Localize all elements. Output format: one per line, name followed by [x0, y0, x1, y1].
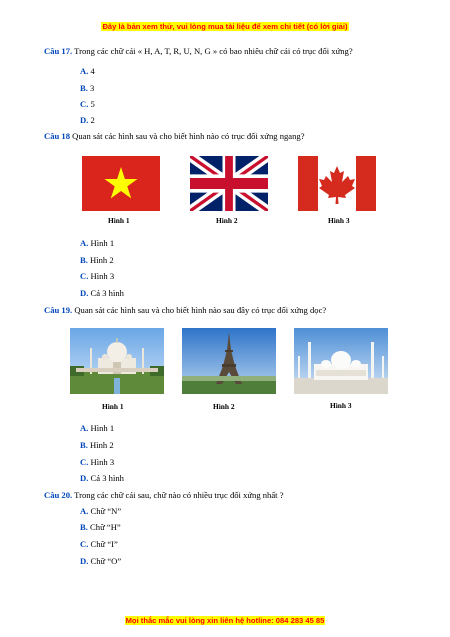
- option-letter: C.: [80, 457, 89, 467]
- option-letter: B.: [80, 255, 88, 265]
- option-letter: C.: [80, 271, 89, 281]
- option-text: Hình 1: [88, 423, 115, 433]
- option-d: [80, 115, 95, 125]
- question-text: Trong các chữ cái « H, A, T, R, U, N, G » có bao nhiêu chữ cái có trục đối xứng?: [72, 46, 353, 56]
- question-19: [44, 305, 326, 316]
- question-text: Trong các chữ cái sau, chữ nào có nhiều trục đối xứng nhất ?: [72, 490, 284, 500]
- option-text: Cả 3 hình: [88, 288, 124, 298]
- option-c: [80, 457, 114, 467]
- option-letter: B.: [80, 83, 88, 93]
- option-text: Cả 3 hình: [88, 473, 124, 483]
- option-text: Chữ “O”: [88, 556, 122, 566]
- image-caption: Hình 2: [213, 402, 235, 411]
- option-text: Hình 2: [87, 255, 114, 265]
- option-b: [80, 255, 114, 265]
- question-text: Quan sát các hình sau và cho biết hình nào có trục đối xứng ngang?: [70, 131, 305, 141]
- question-number: Câu 17.: [44, 46, 73, 56]
- option-letter: D.: [80, 473, 89, 483]
- option-letter: D.: [80, 115, 89, 125]
- mosque-image: [294, 328, 388, 394]
- option-b: [80, 83, 94, 93]
- option-b: [80, 440, 114, 450]
- option-letter: A.: [80, 423, 89, 433]
- option-d: [80, 288, 124, 298]
- option-letter: A.: [80, 66, 89, 76]
- option-letter: D.: [80, 556, 89, 566]
- image-caption: Hình 3: [328, 216, 350, 225]
- image-caption: Hình 3: [330, 401, 352, 410]
- united-kingdom-flag-image: [190, 156, 268, 211]
- vietnam-flag-image: [82, 156, 160, 211]
- option-c: [80, 539, 118, 549]
- question-number: Câu 18: [44, 131, 71, 141]
- question-17: [44, 46, 353, 57]
- hotline-banner: [0, 616, 450, 625]
- question-number: Câu 19.: [44, 305, 73, 315]
- option-d: [80, 556, 121, 566]
- option-a: [80, 423, 114, 433]
- option-letter: C.: [80, 99, 89, 109]
- image-caption: Hình 1: [102, 402, 124, 411]
- option-c: [80, 271, 114, 281]
- option-text: 5: [88, 99, 95, 109]
- option-text: Chữ “N”: [88, 506, 122, 516]
- option-letter: B.: [80, 522, 88, 532]
- question-20: [44, 490, 284, 501]
- eiffel-tower-image: [182, 328, 276, 394]
- image-caption: Hình 2: [216, 216, 238, 225]
- option-b: [80, 522, 121, 532]
- option-letter: C.: [80, 539, 89, 549]
- option-letter: A.: [80, 506, 89, 516]
- option-text: 3: [87, 83, 95, 93]
- option-a: [80, 238, 114, 248]
- preview-banner: [0, 22, 450, 31]
- preview-banner-text: Đây là bản xem thử, vui lòng mua tài liệu để xem chi tiết (có lời giải): [102, 22, 348, 31]
- question-number: Câu 20.: [44, 490, 73, 500]
- option-d: [80, 473, 124, 483]
- option-letter: A.: [80, 238, 89, 248]
- question-18: [44, 131, 305, 142]
- option-text: 2: [88, 115, 95, 125]
- canada-flag-image: [298, 156, 376, 211]
- option-text: Hình 3: [88, 271, 115, 281]
- taj-mahal-image: [70, 328, 164, 394]
- option-letter: B.: [80, 440, 88, 450]
- option-a: [80, 506, 121, 516]
- option-text: 4: [88, 66, 95, 76]
- option-text: Hình 2: [87, 440, 114, 450]
- question-text: Quan sát các hình sau và cho biết hình nào sau đây có trục đối xứng dọc?: [72, 305, 327, 315]
- option-text: Hình 3: [88, 457, 115, 467]
- option-letter: D.: [80, 288, 89, 298]
- option-text: Chữ “I”: [88, 539, 118, 549]
- option-text: Chữ “H”: [87, 522, 121, 532]
- option-a: [80, 66, 95, 76]
- hotline-banner-text: Mọi thắc mắc vui lòng xin liên hệ hotline: 084 283 45 85: [125, 616, 325, 625]
- option-c: [80, 99, 95, 109]
- image-caption: Hình 1: [108, 216, 130, 225]
- option-text: Hình 1: [88, 238, 115, 248]
